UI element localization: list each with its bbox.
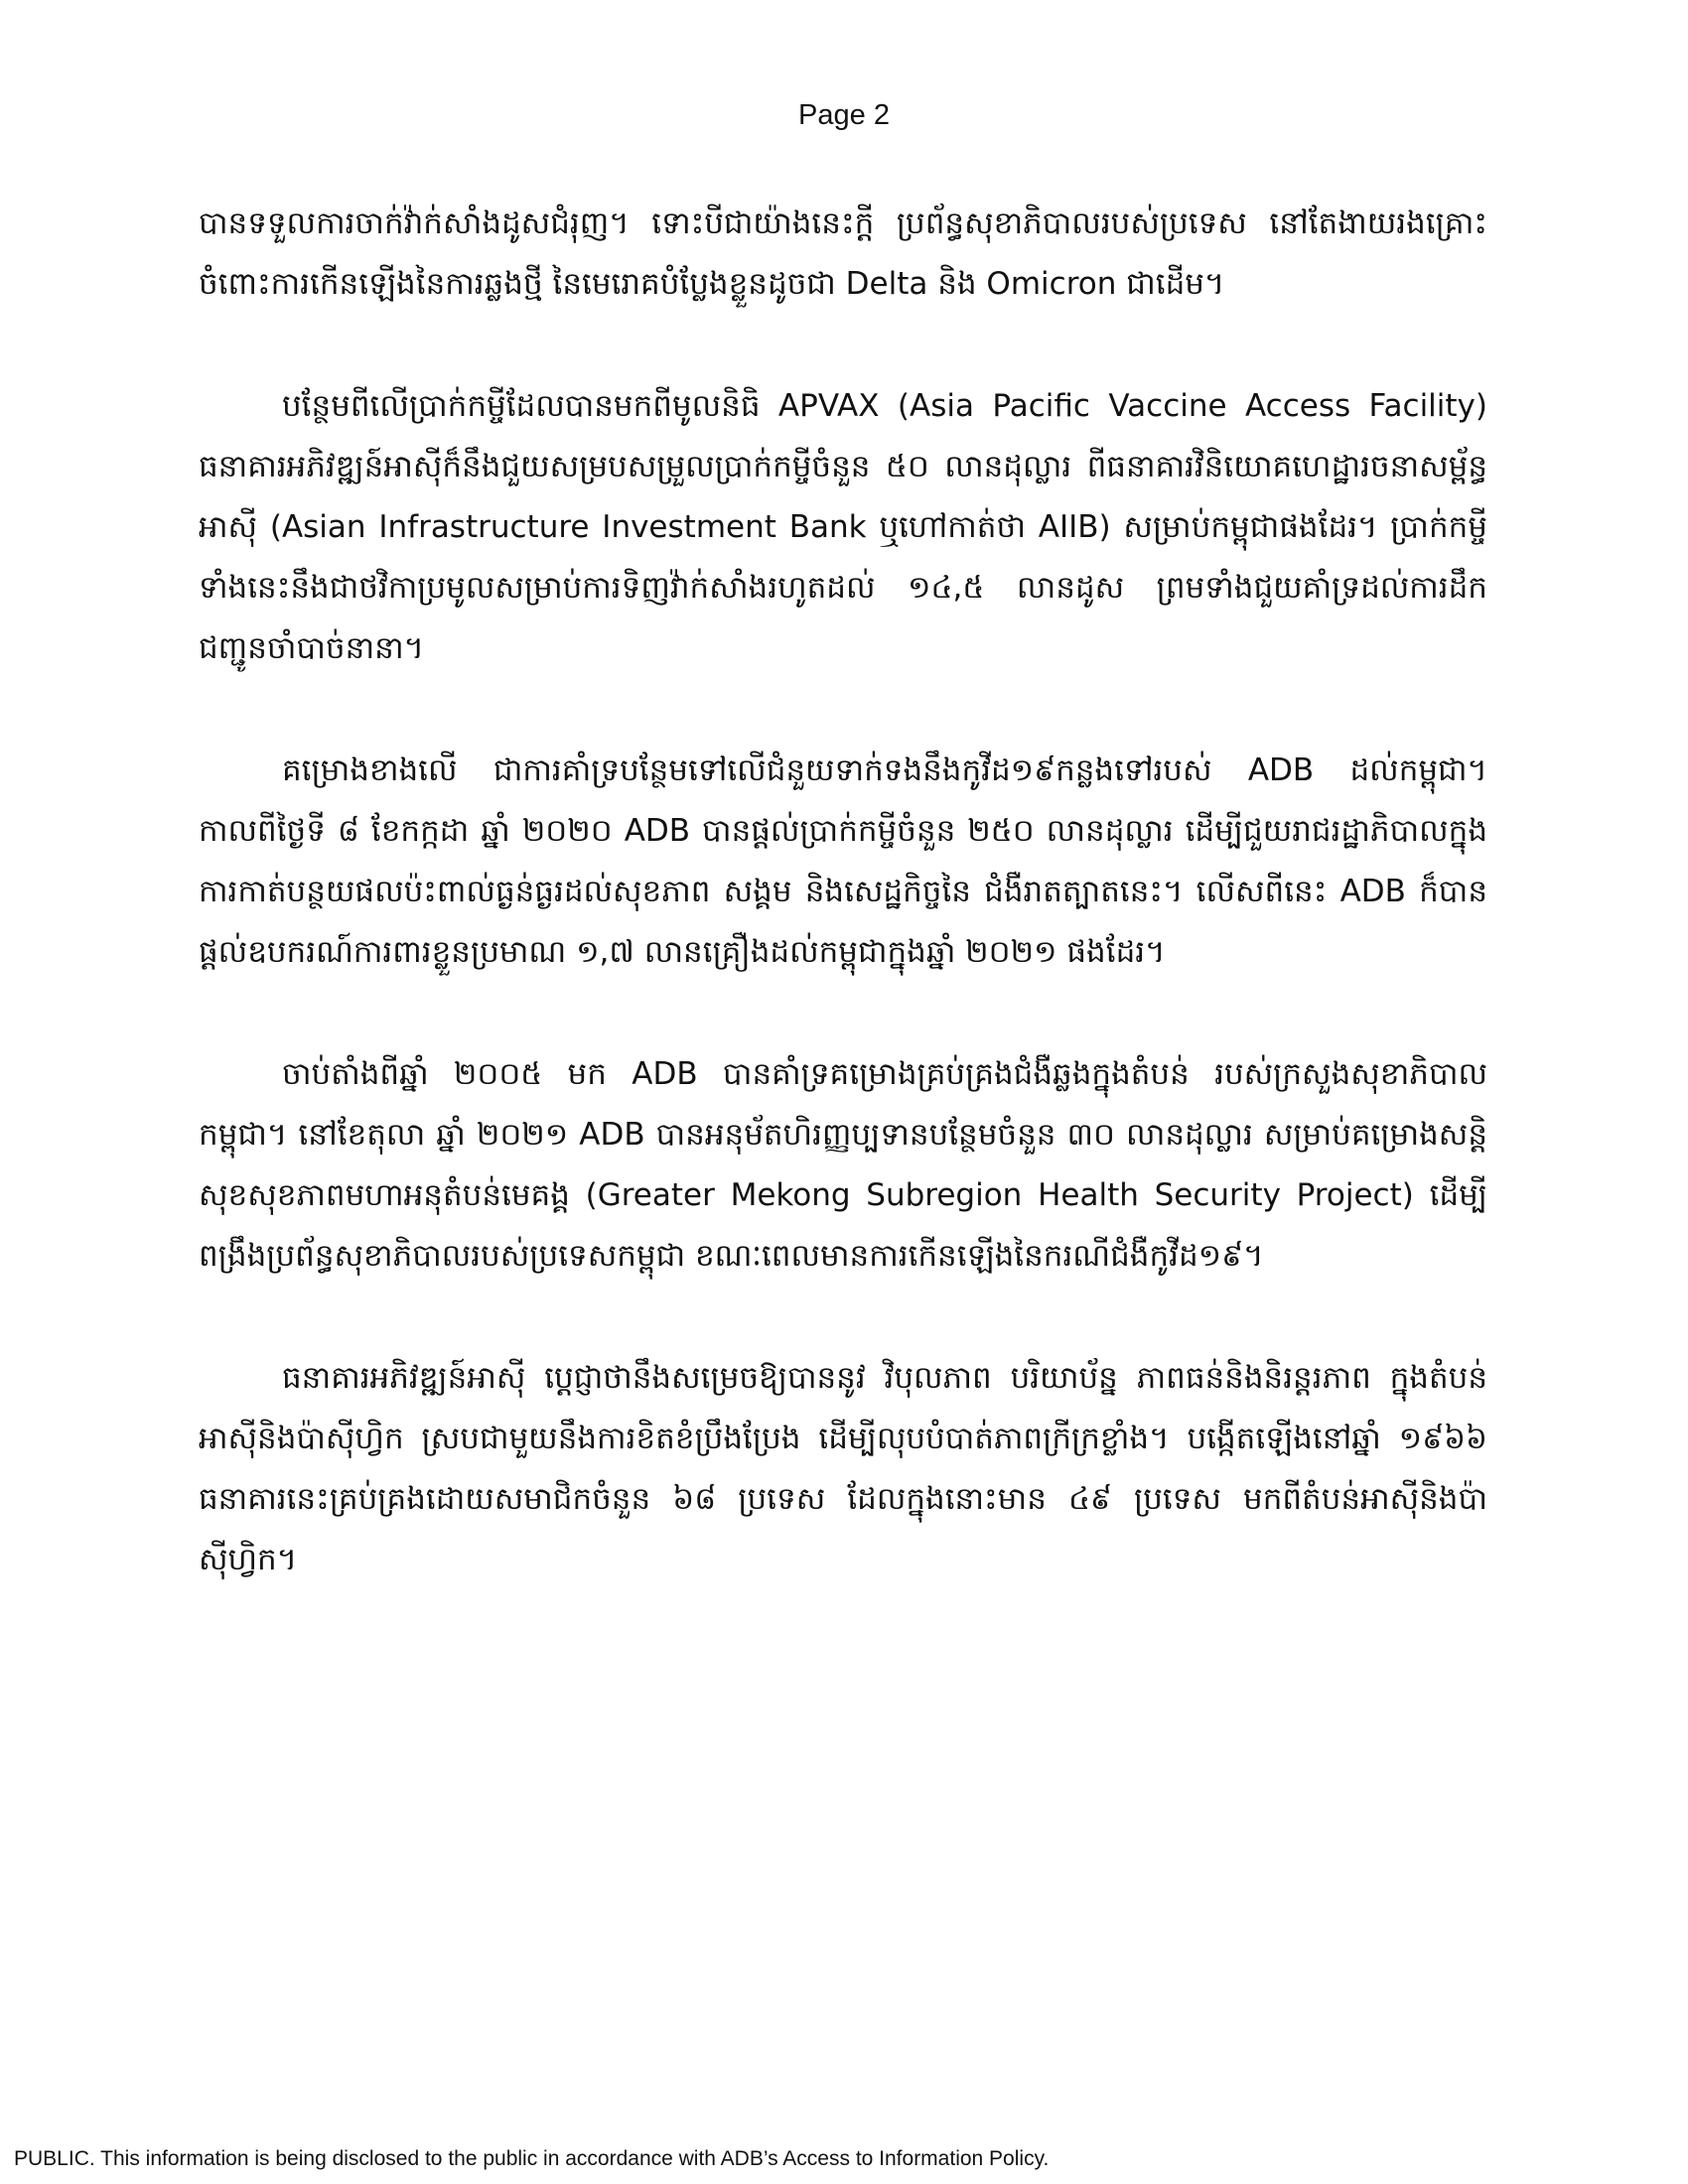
- paragraph-disease-control: ចាប់តាំងពីឆ្នាំ ២០០៥ មក ADB បានគាំទ្រគម្រោងគ្រប់គ្រងជំងឺឆ្លងក្នុងតំបន់ របស់ក្រសួងសុខាភិបាលកម្ពុជា។ នៅខែតុលា ឆ្នាំ ២០២១ ADB បានអនុម័តហិរញ្ញប្បទានបន្ថែមចំនួន ៣០ លានដុល្លារ សម្រាប់គម្រោងសន្តិសុខសុខភាពមហាអនុតំបន់មេគង្គ (Greater Mekong Subregion Health Security Project) ដើម្បីពង្រឹងប្រព័ន្ធសុខាភិបាលរបស់ប្រទេសកម្ពុជា ខណៈពេលមានការកើនឡើងនៃករណីជំងឺកូវីដ១៩។: [199, 1056, 1487, 1274]
- paragraph-continuation: បានទទួលការចាក់វ៉ាក់សាំងដូសជំរុញ។ ទោះបីជាយ៉ាងនេះក្តី ប្រព័ន្ធសុខាភិបាលរបស់ប្រទេស នៅតែងាយរងគ្រោះចំពោះការកើនឡើងនៃការឆ្លងថ្មី នៃមេរោគបំប្លែងខ្លួនដូចជា Delta និង Omicron ជាដើម។: [199, 205, 1487, 302]
- disclosure-footer: PUBLIC. This information is being disclosed to the public in accordance with ADB’s Access to Information Policy.: [14, 2147, 1050, 2170]
- paragraph-about-adb: ធនាគារអភិវឌ្ឍន៍អាស៊ី ប្តេជ្ញាថានឹងសម្រេចឱ្យបាននូវ វិបុលភាព បរិយាប័ន្ន ភាពធន់និងនិរន្តរភាព ក្នុងតំបន់អាស៊ីនិងប៉ាស៊ីហ្វិក ស្របជាមួយនឹងការខិតខំប្រឹងប្រែង ដើម្បីលុបបំបាត់ភាពក្រីក្រខ្លាំង។ បង្កើតឡើងនៅឆ្នាំ ១៩៦៦ ធនាគារនេះគ្រប់គ្រងដោយសមាជិកចំនួន ៦៨ ប្រទេស ដែលក្នុងនោះមាន ៤៩ ប្រទេស មកពីតំបន់អាស៊ីនិងប៉ាស៊ីហ្វិក។: [199, 1360, 1487, 1577]
- paragraph-covid-support: គម្រោងខាងលើ ជាការគាំទ្របន្ថែមទៅលើជំនួយទាក់ទងនឹងកូវីដ១៩កន្លងទៅរបស់ ADB ដល់កម្ពុជា។ កាលពីថ្ងៃទី ៨ ខែកក្កដា ឆ្នាំ ២០២០ ADB បានផ្តល់ប្រាក់កម្ចីចំនួន ២៥០ លានដុល្លារ ដើម្បីជួយរាជរដ្ឋាភិបាលក្នុងការកាត់បន្ថយផលប៉ះពាល់ធ្ងន់ធ្ងរដល់សុខភាព សង្គម និងសេដ្ឋកិច្ចនៃ ជំងឺរាតត្បាតនេះ។ លើសពីនេះ ADB ក៏បានផ្តល់ឧបករណ៍ការពារខ្លួនប្រមាណ ១,៧ លានគ្រឿងដល់កម្ពុជាក្នុងឆ្នាំ ២០២១ ផងដែរ។: [199, 752, 1487, 970]
- page-number: Page 2: [798, 99, 890, 131]
- paragraph-apvax-aiib: បន្ថែមពីលើប្រាក់កម្ចីដែលបានមកពីមូលនិធិ APVAX (Asia Pacific Vaccine Access Facility) ធនាគារអភិវឌ្ឍន៍អាស៊ីក៏នឹងជួយសម្របសម្រួលប្រាក់កម្ចីចំនួន ៥០ លានដុល្លារ ពីធនាគារវិនិយោគហេដ្ឋារចនាសម្ព័ន្ធអាស៊ី (Asian Infrastructure Investment Bank ឬហៅកាត់ថា AIIB) សម្រាប់កម្ពុជាផងដែរ។ ប្រាក់កម្ចីទាំងនេះនឹងជាថវិកាប្រមូលសម្រាប់ការទិញវ៉ាក់សាំងរហូតដល់ ១៤,៥ លានដូស ព្រមទាំងជួយគាំទ្រដល់ការដឹកជញ្ជូនចាំបាច់នានា។: [199, 388, 1487, 666]
- document-body: [199, 194, 1487, 1652]
